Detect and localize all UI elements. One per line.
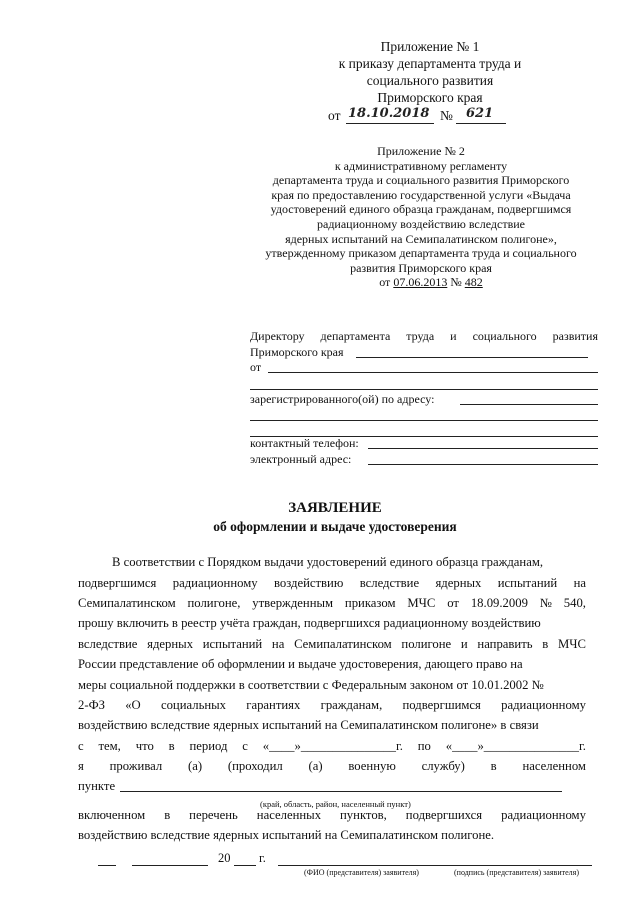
appendix2-line: края по предоставлению государственной услуги «Выдача — [271, 187, 571, 202]
from-label: от — [250, 360, 262, 374]
registered-address-label: зарегистрированного(ой) по адресу: — [250, 392, 435, 406]
appendix1-date-row — [328, 108, 528, 128]
email-label: электронный адрес: — [250, 452, 352, 466]
body-line-8: 2-ФЗ «О социальных гарантиях гражданам, подвергшимся радиационному — [78, 698, 586, 712]
phone-field[interactable] — [368, 448, 598, 449]
date-month-field[interactable] — [132, 865, 208, 866]
body-line-10-period[interactable]: с тем, что в период с «____»_______________г. по «____»_______________г. — [78, 736, 586, 756]
body-line-14: воздействию вследствие ядерных испытаний на Семипалатинском полигоне. — [78, 828, 495, 842]
signature-field[interactable] — [278, 865, 592, 866]
body-line-9: воздействию вследствие ядерных испытаний на Семипалатинском полигоне» в связи — [78, 718, 539, 732]
from-field[interactable] — [268, 372, 598, 373]
addressee-line1: Директору департамента труда и социального развития — [250, 329, 598, 343]
body-line-6: России представление об оформлении и выдаче удостоверения, дающего право на — [78, 657, 523, 671]
title-main: ЗАЯВЛЕНИЕ — [288, 500, 382, 516]
appendix1-date-handwritten: 18.10.2018 — [348, 106, 430, 121]
appendix1-line2: к приказу департамента труда и — [338, 56, 522, 71]
appendix1-date-prefix: от — [328, 108, 341, 123]
body-line-5: вследствие ядерных испытаний на Семипалатинском полигоне и направить в МЧС — [78, 637, 586, 651]
body-line-12: пункте — [78, 779, 116, 793]
appendix1-line3: социального развития — [366, 73, 494, 88]
year-prefix: 20 — [218, 851, 231, 865]
addressee-line2: Приморского края — [250, 345, 344, 359]
appendix2-line: утвержденному приказом департамента труда и социального — [265, 246, 577, 261]
appendix2-block — [246, 144, 596, 290]
period-end-field[interactable]: «____»_______________г. — [445, 739, 586, 753]
appendix2-line: развития Приморского края — [350, 260, 492, 275]
email-field[interactable] — [368, 464, 598, 465]
sign-hint: (подпись (представителя) заявителя) — [454, 868, 579, 877]
appendix2-line: радиационному воздействию вследствие — [317, 216, 525, 231]
title-sub: об оформлении и выдаче удостоверения — [213, 519, 457, 534]
appendix2-line: департамента труда и социального развития Приморского — [272, 173, 570, 188]
date-day-field[interactable] — [98, 865, 116, 866]
appendix2-date: от 07.06.2013 № 482 — [379, 275, 483, 290]
body-line-13: включенном в перечень населенных пунктов, подвергшихся радиационному — [78, 808, 586, 822]
appendix2-line: Приложение № 2 — [377, 144, 465, 158]
registered-address-field[interactable] — [460, 404, 598, 405]
settlement-field[interactable] — [120, 791, 562, 792]
appendix1-number-handwritten: 621 — [466, 106, 494, 121]
phone-label: контактный телефон: — [250, 436, 359, 450]
date-year-field[interactable] — [234, 865, 256, 866]
appendix1-number-prefix: № — [440, 108, 453, 123]
from-field-2[interactable] — [250, 389, 598, 390]
body-line-4: прошу включить в реестр учёта граждан, подвергшихся радиационному воздействию — [78, 616, 541, 630]
body-line-7: меры социальной поддержки в соответствии с Федеральным законом от 10.01.2002 № — [78, 678, 544, 692]
settlement-hint: (край, область, район, населенный пункт) — [260, 799, 411, 809]
body-line-11: я проживал (а) (проходил (а) военную службу) в населенном — [78, 759, 586, 773]
appendix1-block — [300, 38, 560, 106]
appendix2-line: удостоверений единого образца гражданам, подвергшимся — [270, 202, 572, 217]
body-line-2: подвергшимся радиационному воздействию вследствие ядерных испытаний на — [78, 576, 586, 590]
appendix1-line1: Приложение № 1 — [380, 39, 480, 54]
appendix1-line4: Приморского края — [377, 90, 483, 105]
fio-hint: (ФИО (представителя) заявителя) — [304, 868, 419, 877]
registered-address-field-2[interactable] — [250, 420, 598, 421]
appendix2-line: ядерных испытаний на Семипалатинском полигоне», — [285, 231, 557, 246]
body-line-1: В соответствии с Порядком выдачи удостоверений единого образца гражданам, — [112, 555, 544, 569]
addressee-line2-field[interactable] — [356, 357, 588, 358]
page-title — [0, 500, 640, 535]
body-line-3: Семипалатинском полигоне, утвержденным приказом МЧС от 18.09.2009 № 540, — [78, 596, 586, 610]
period-start-field[interactable]: «____»_______________г. — [262, 739, 403, 753]
year-suffix: г. — [259, 851, 266, 865]
appendix2-line: к административному регламенту — [334, 158, 508, 173]
